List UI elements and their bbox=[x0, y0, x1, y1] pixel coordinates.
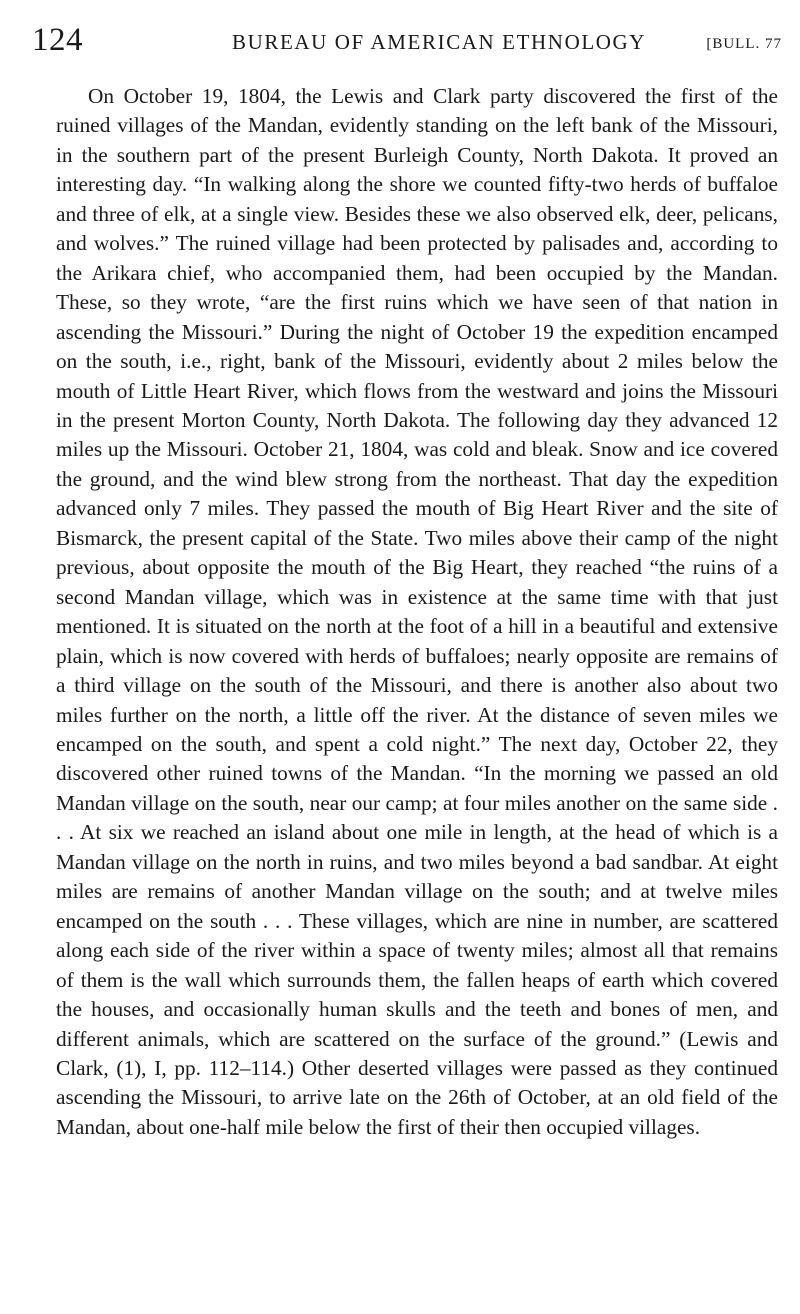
paragraph: On October 19, 1804, the Lewis and Clark party discovered the first of the ruined villages of the Mandan, evidently standing on the left bank of the Missouri, in the southern part of the present Burleigh County, North Dakota. It proved an interesting day. “In walking along the shore we counted fifty-two herds of buffaloe and three of elk, at a single view. Besides these we also observed elk, deer, pelicans, and wolves.” The ruined village had been protected by palisades and, according to the Arikara chief, who accompanied them, had been occupied by the Mandan. These, so they wrote, “are the first ruins which we have seen of that nation in ascending the Missouri.” During the night of October 19 the expedition encamped on the south, i.e., right, bank of the Missouri, evidently about 2 miles below the mouth of Little Heart River, which flows from the westward and joins the Missouri in the present Morton County, North Dakota. The following day they advanced 12 miles up the Missouri. October 21, 1804, was cold and bleak. Snow and ice covered the ground, and the wind blew strong from the northeast. That day the expedition advanced only 7 miles. They passed the mouth of Big Heart River and the site of Bismarck, the present capital of the State. Two miles above their camp of the night previous, about opposite the mouth of the Big Heart, they reached “the ruins of a second Mandan village, which was in existence at the same time with that just mentioned. It is situated on the north at the foot of a hill in a beautiful and extensive plain, which is now covered with herds of buffaloes; nearly opposite are remains of a third village on the south of the Missouri, and there is another also about two miles further on the north, a little off the river. At the distance of seven miles we encamped on the south, and spent a cold night.” The next day, October 22, they discovered other ruined towns of the Mandan. “In the morning we passed an old Mandan village on the south, near our camp; at four miles another on the same side . . . At six we reached an island about one mile in length, at the head of which is a Mandan village on the north in ruins, and two miles beyond a bad sandbar. At eight miles are remains of another Mandan village on the south; and at twelve miles encamped on the south . . . These villages, which are nine in number, are scattered along each side of the river within a space of twenty miles; almost all that remains of them is the wall which surrounds them, the fallen heaps of earth which covered the houses, and occasionally human skulls and the teeth and bones of men, and different animals, which are scattered on the surface of the ground.” (Lewis and Clark, (1), I, pp. 112–114.) Other deserted villages were passed as they continued ascending the Missouri, to arrive late on the 26th of October, at an old field of the Mandan, about one-half mile below the first of their then occupied villages. bbox=[56, 84, 778, 1139]
running-head bbox=[32, 18, 782, 66]
page-number: 124 bbox=[32, 22, 83, 58]
journal-title: BUREAU OF AMERICAN ETHNOLOGY bbox=[232, 30, 647, 54]
body-text bbox=[56, 82, 778, 1142]
bulletin-reference: [BULL. 77 bbox=[706, 36, 782, 52]
